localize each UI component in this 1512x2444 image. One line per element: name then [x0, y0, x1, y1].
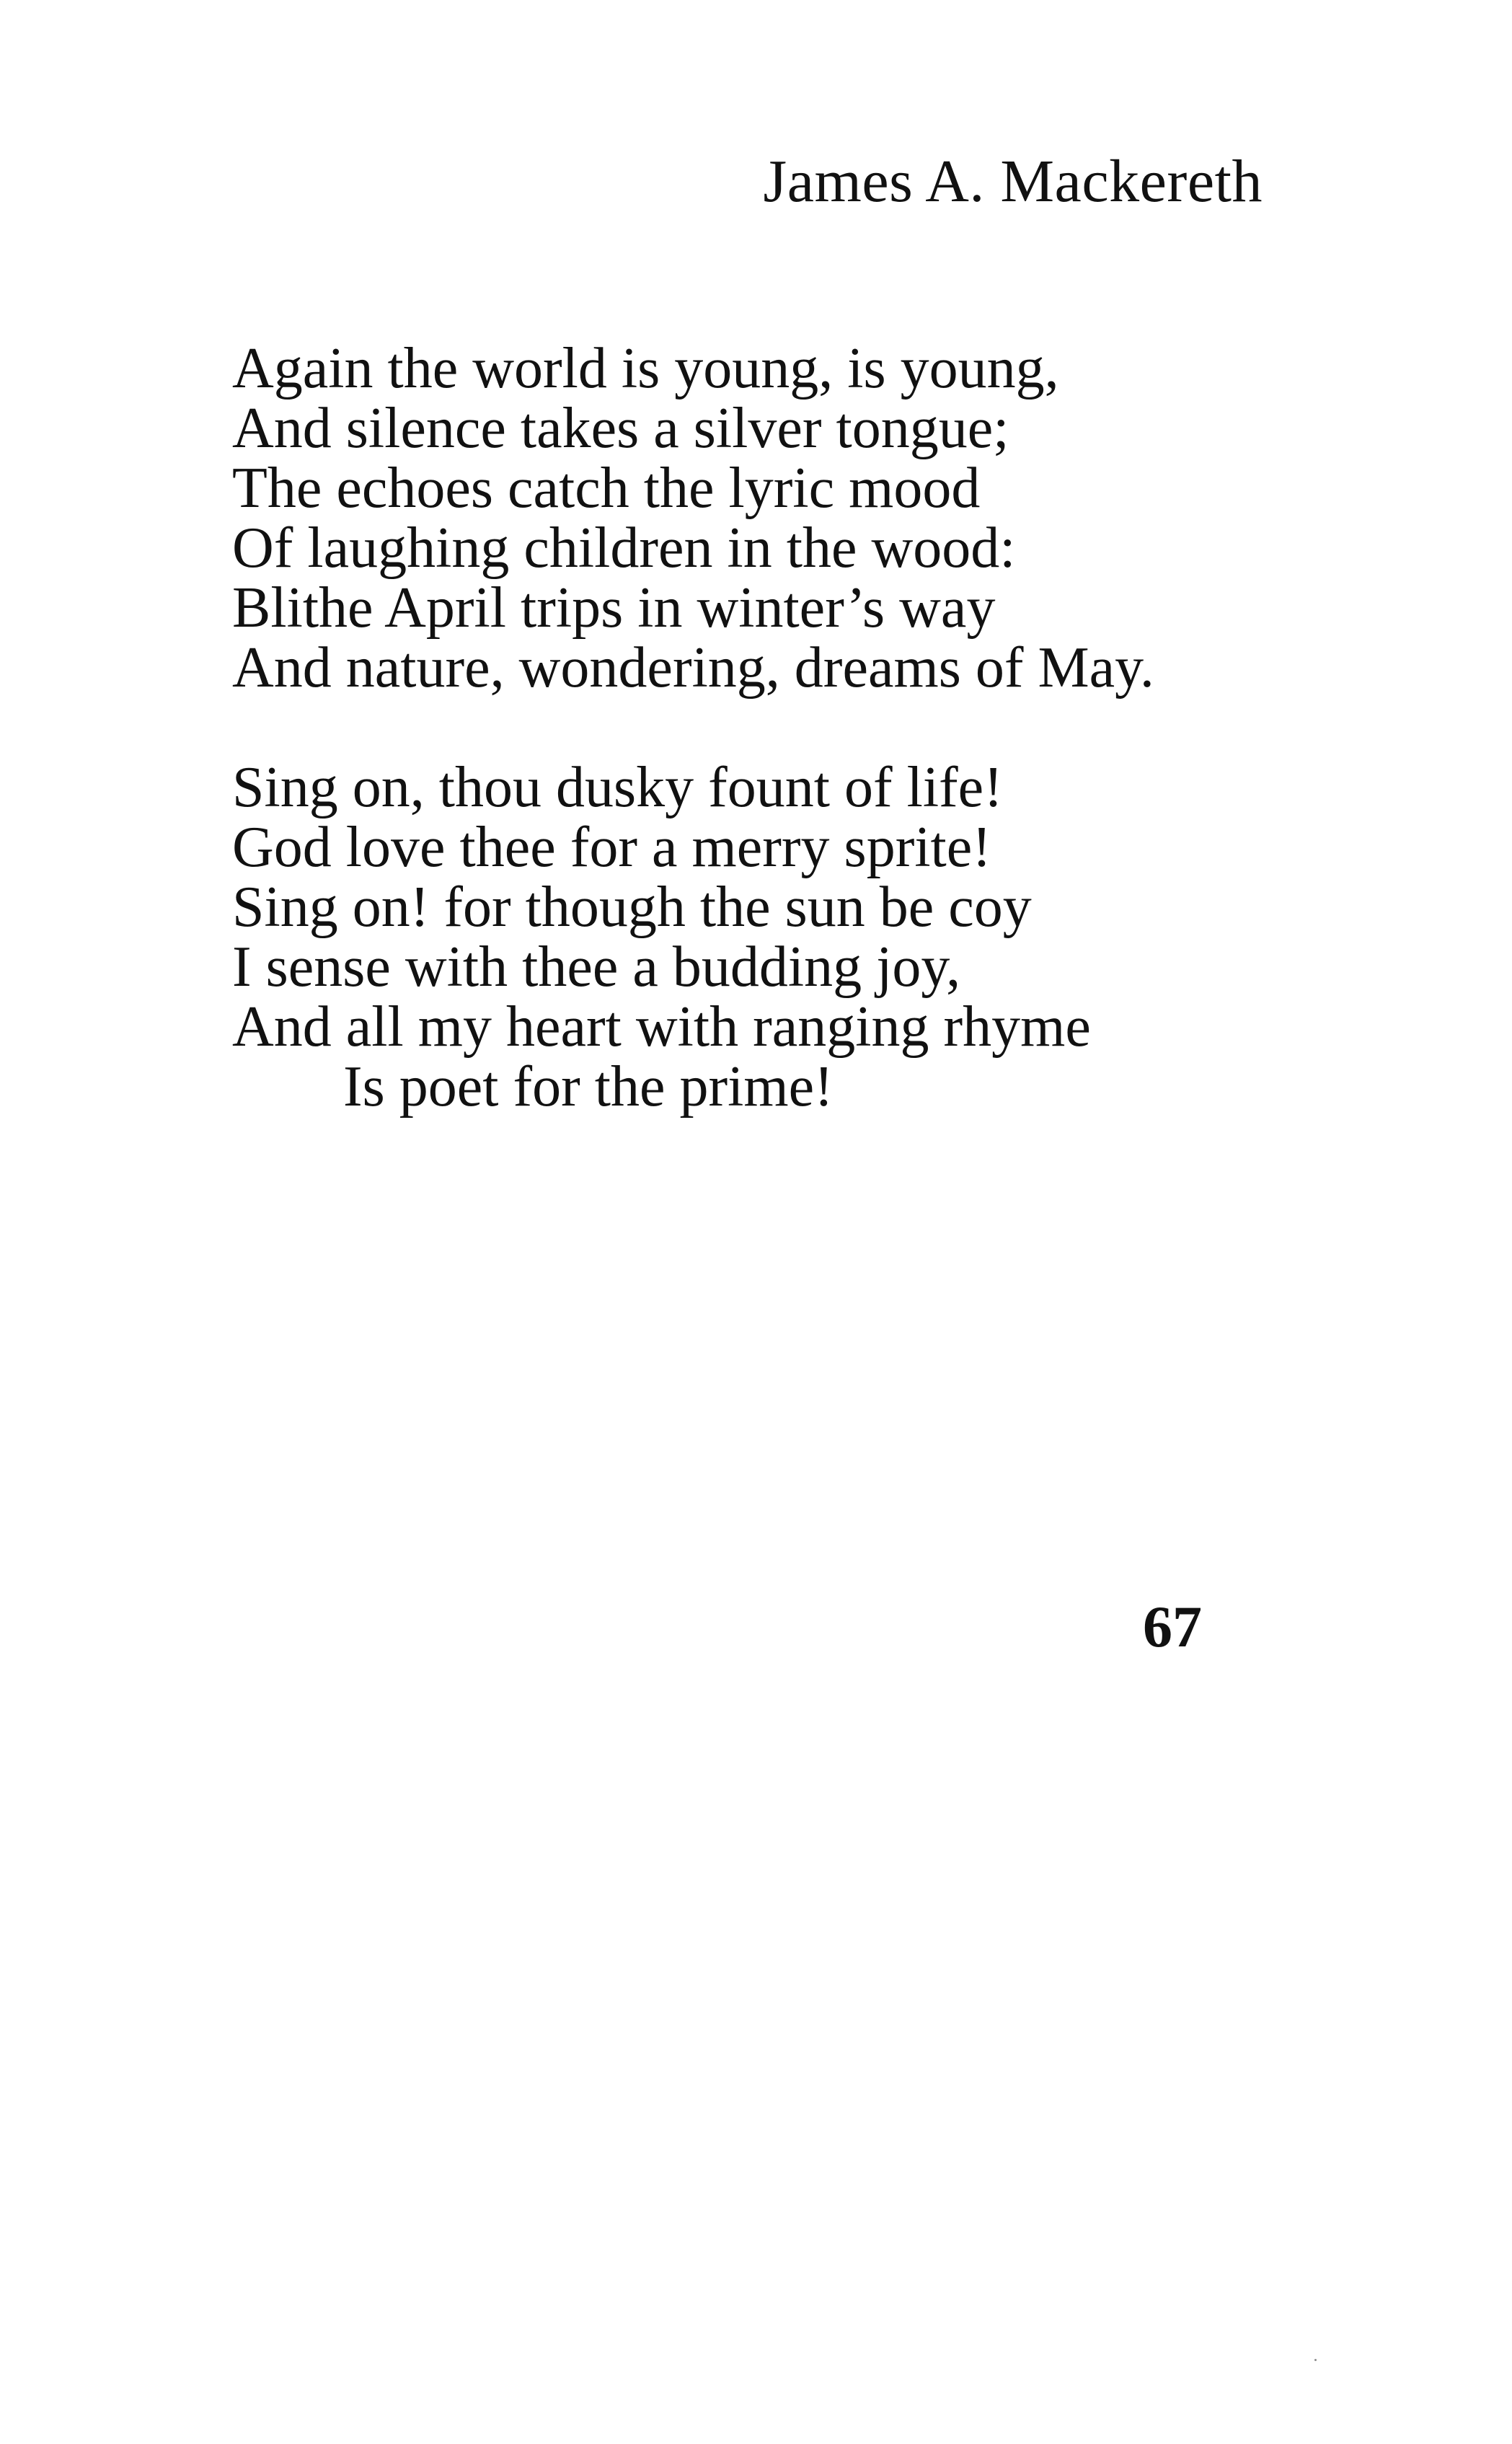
poem-line: Of laughing children in the wood:	[232, 516, 1016, 580]
poem-line-indented: Is poet for the prime!	[343, 1055, 834, 1119]
poem-line: I sense with thee a budding joy,	[232, 935, 961, 999]
stanza-2	[232, 758, 1278, 1117]
stanza-1	[232, 339, 1278, 698]
poem-line: And silence takes a silver tongue;	[232, 397, 1009, 460]
poem-line: The echoes catch the lyric mood	[232, 456, 981, 520]
poem	[232, 339, 1278, 1117]
print-speck	[1314, 2359, 1317, 2361]
poem-line: Blithe April trips in winter’s way	[232, 576, 996, 640]
poem-line: And nature, wondering, dreams of May.	[232, 636, 1154, 700]
poem-line: Again the world is young, is young,	[232, 337, 1059, 400]
poem-line: God love thee for a merry sprite!	[232, 816, 991, 879]
poem-line: And all my heart with ranging rhyme	[232, 995, 1091, 1059]
poem-line: Sing on, thou dusky fount of life!	[232, 756, 1003, 819]
author-heading: James A. Mackereth	[763, 148, 1263, 215]
page-number: 67	[1143, 1594, 1202, 1659]
poem-line: Sing on! for though the sun be coy	[232, 875, 1032, 939]
